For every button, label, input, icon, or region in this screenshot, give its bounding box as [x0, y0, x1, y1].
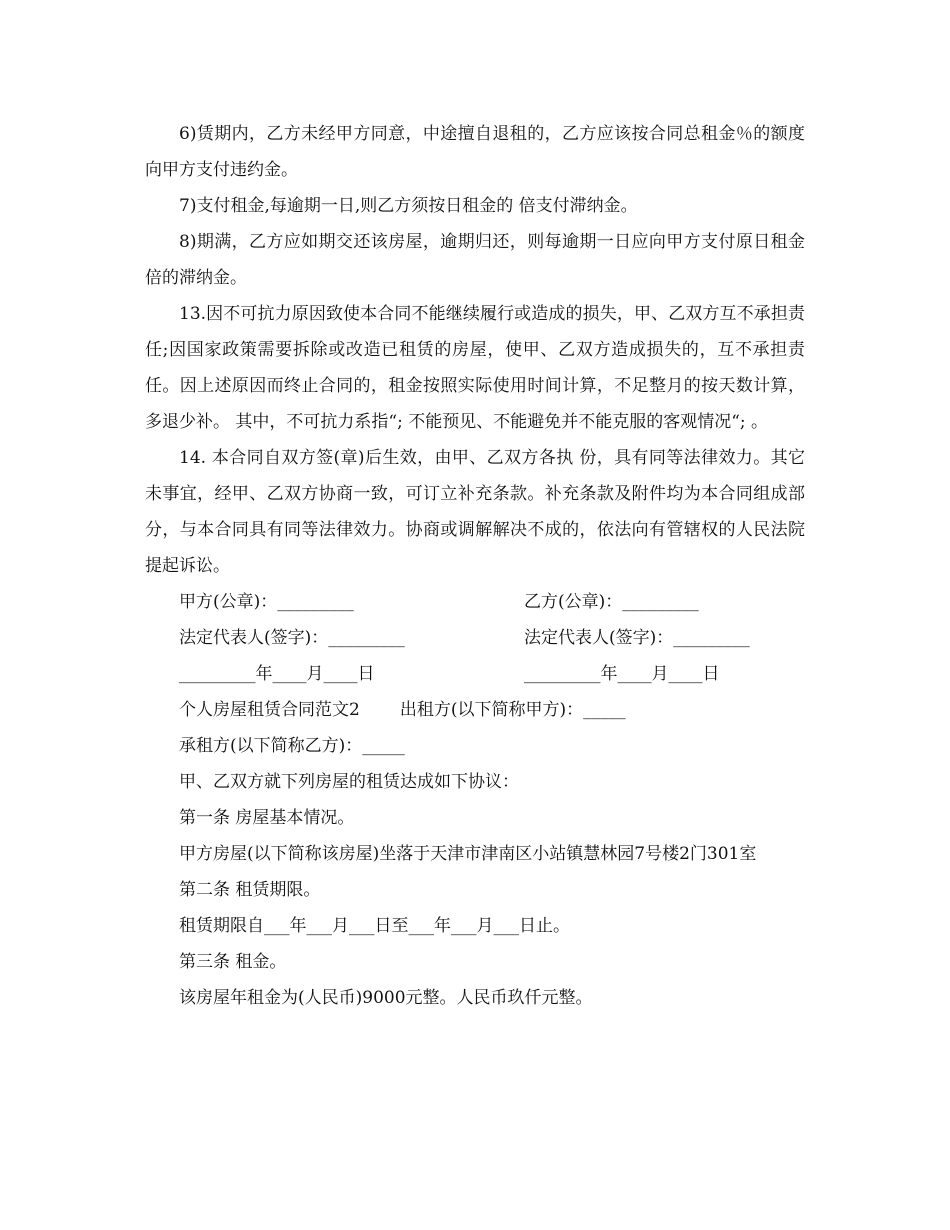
party-a-rep: 法定代表人(签字)：_________ [179, 628, 405, 648]
contract2-title: 个人房屋租赁合同范文2 [179, 700, 360, 720]
signature-date-row [145, 656, 805, 692]
signature-rep-row [145, 620, 805, 656]
party-b-date: _________年____月____日 [524, 664, 720, 684]
party-a-date: _________年____月____日 [179, 664, 375, 684]
article3-title: 第三条 租金。 [179, 952, 287, 972]
party-a-seal: 甲方(公章)：_________ [179, 592, 354, 612]
party-b-seal: 乙方(公章)：_________ [524, 592, 699, 612]
clause-6: 6)赁期内，乙方未经甲方同意，中途擅自退租的，乙方应该按合同总租金％的额度向甲方支付违约金。 [145, 124, 805, 180]
article1-body: 甲方房屋(以下简称该房屋)坐落于天津市津南区小站镇慧林园7号楼2门301室 [179, 844, 757, 864]
contract2-agreement: 甲、乙双方就下列房屋的租赁达成如下协议： [179, 772, 519, 792]
signature-seal-row [145, 584, 805, 620]
party-b-rep: 法定代表人(签字)：_________ [524, 628, 750, 648]
document-body [145, 116, 805, 1016]
article2-title: 第二条 租赁期限。 [179, 880, 321, 900]
contract2-lessor: 出租方(以下简称甲方)：_____ [399, 700, 626, 720]
clause-14: 14. 本合同自双方签(章)后生效，由甲、乙双方各执 份，具有同等法律效力。其它未事宜，经甲、乙双方协商一致，可订立补充条款。补充条款及附件均为本合同组成部分，与本合同具有同等法律效力。协商或调解解决不成的，依法向有管辖权的人民法院提起诉讼。 [145, 448, 805, 576]
article3-body: 该房屋年租金为(人民币)9000元整。人民币玖仟元整。 [179, 988, 593, 1008]
article2-body: 租赁期限自___年___月___日至___年___月___日止。 [179, 916, 570, 936]
article1-title: 第一条 房屋基本情况。 [179, 808, 355, 828]
clause-13: 13.因不可抗力原因致使本合同不能继续履行或造成的损失，甲、乙双方互不承担责任;因国家政策需要拆除或改造已租赁的房屋，使甲、乙双方造成损失的，互不承担责任。因上述原因而终止合同的，租金按照实际使用时间计算，不足整月的按天数计算，多退少补。 其中，不可抗力系指“; 不能预见、不能避免并不能克服的客观情况“; 。 [145, 304, 805, 432]
clause-7: 7)支付租金,每逾期一日,则乙方须按日租金的 倍支付滞纳金。 [179, 196, 638, 216]
clause-8: 8)期满，乙方应如期交还该房屋，逾期归还，则每逾期一日应向甲方支付原日租金倍的滞纳金。 [145, 232, 805, 288]
contract2-header-line [145, 692, 805, 728]
contract2-lessee: 承租方(以下简称乙方)：_____ [179, 736, 405, 756]
